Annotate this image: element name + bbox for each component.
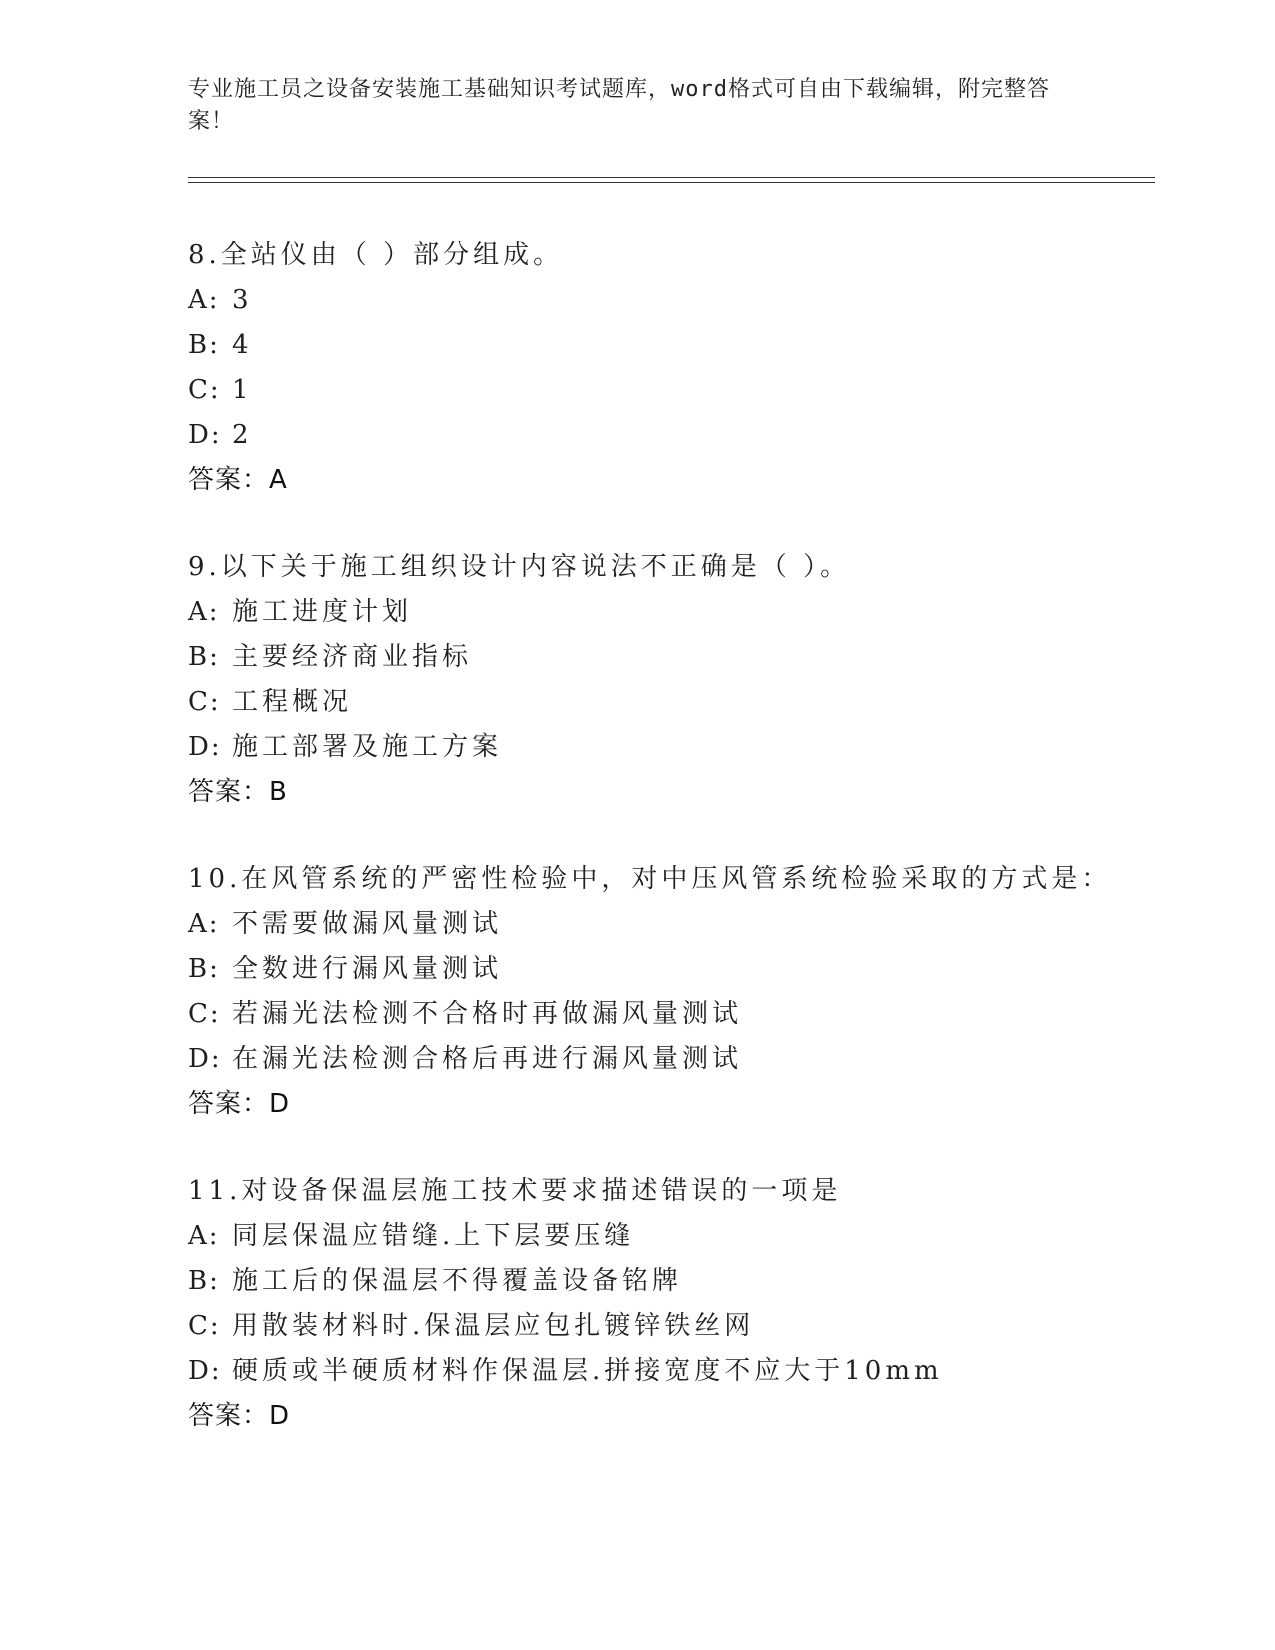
option-d	[188, 1349, 1148, 1394]
option-key: C:	[188, 375, 221, 405]
option-b	[188, 1259, 1148, 1304]
option-key: B:	[188, 954, 220, 984]
header-divider-bottom	[188, 182, 1155, 183]
option-a	[188, 278, 1148, 323]
option-key: C:	[188, 999, 221, 1029]
option-text: 施工部署及施工方案	[232, 732, 503, 762]
option-b	[188, 323, 1148, 368]
document-header: 专业施工员之设备安装施工基础知识考试题库，word格式可自由下载编辑，附完整答案！	[188, 77, 1050, 134]
option-b	[188, 635, 1148, 680]
question-stem: 11.对设备保温层施工技术要求描述错误的一项是	[188, 1176, 842, 1206]
option-text: 全数进行漏风量测试	[232, 954, 503, 984]
option-text: 2	[232, 420, 253, 450]
option-key: D:	[188, 1356, 222, 1386]
option-b	[188, 947, 1148, 992]
option-text: 施工进度计划	[232, 597, 413, 627]
option-key: A:	[188, 285, 220, 315]
option-text: 工程概况	[232, 687, 353, 717]
option-d	[188, 1037, 1148, 1082]
option-key: D:	[188, 732, 222, 762]
option-text: 在漏光法检测合格后再进行漏风量测试	[232, 1044, 743, 1074]
option-a	[188, 1214, 1148, 1259]
option-text: 硬质或半硬质材料作保温层.拼接宽度不应大于10mm	[232, 1356, 943, 1386]
option-a	[188, 590, 1148, 635]
option-d	[188, 413, 1148, 458]
option-text: 施工后的保温层不得覆盖设备铭牌	[232, 1266, 683, 1296]
option-c	[188, 680, 1148, 725]
option-key: B:	[188, 642, 220, 672]
option-text: 4	[232, 330, 253, 360]
answer: 答案：B	[188, 777, 288, 807]
option-text: 若漏光法检测不合格时再做漏风量测试	[232, 999, 743, 1029]
option-text: 同层保温应错缝.上下层要压缝	[232, 1221, 635, 1251]
question-list	[188, 233, 1148, 1481]
answer: 答案：D	[188, 1089, 291, 1119]
option-text: 1	[232, 375, 253, 405]
option-c	[188, 992, 1148, 1037]
document-page	[188, 0, 1148, 1650]
option-a	[188, 902, 1148, 947]
question-stem: 10.在风管系统的严密性检验中，对中压风管系统检验采取的方式是：	[188, 864, 1112, 894]
option-c	[188, 368, 1148, 413]
option-c	[188, 1304, 1148, 1349]
header-divider-top	[188, 177, 1155, 178]
question-10	[188, 857, 1148, 1127]
question-stem: 8.全站仪由（ ）部分组成。	[188, 240, 564, 270]
option-text: 3	[232, 285, 253, 315]
option-text: 用散装材料时.保温层应包扎镀锌铁丝网	[232, 1311, 755, 1341]
option-text: 不需要做漏风量测试	[232, 909, 503, 939]
question-8	[188, 233, 1148, 503]
option-key: A:	[188, 1221, 220, 1251]
option-text: 主要经济商业指标	[232, 642, 473, 672]
option-d	[188, 725, 1148, 770]
answer: 答案：D	[188, 1401, 291, 1431]
option-key: A:	[188, 597, 220, 627]
option-key: B:	[188, 1266, 220, 1296]
option-key: B:	[188, 330, 220, 360]
option-key: D:	[188, 420, 222, 450]
option-key: A:	[188, 909, 220, 939]
option-key: C:	[188, 1311, 221, 1341]
question-9	[188, 545, 1148, 815]
option-key: D:	[188, 1044, 222, 1074]
question-stem: 9.以下关于施工组织设计内容说法不正确是（ ）。	[188, 552, 851, 582]
question-11	[188, 1169, 1148, 1439]
option-key: C:	[188, 687, 221, 717]
answer: 答案：A	[188, 465, 288, 495]
